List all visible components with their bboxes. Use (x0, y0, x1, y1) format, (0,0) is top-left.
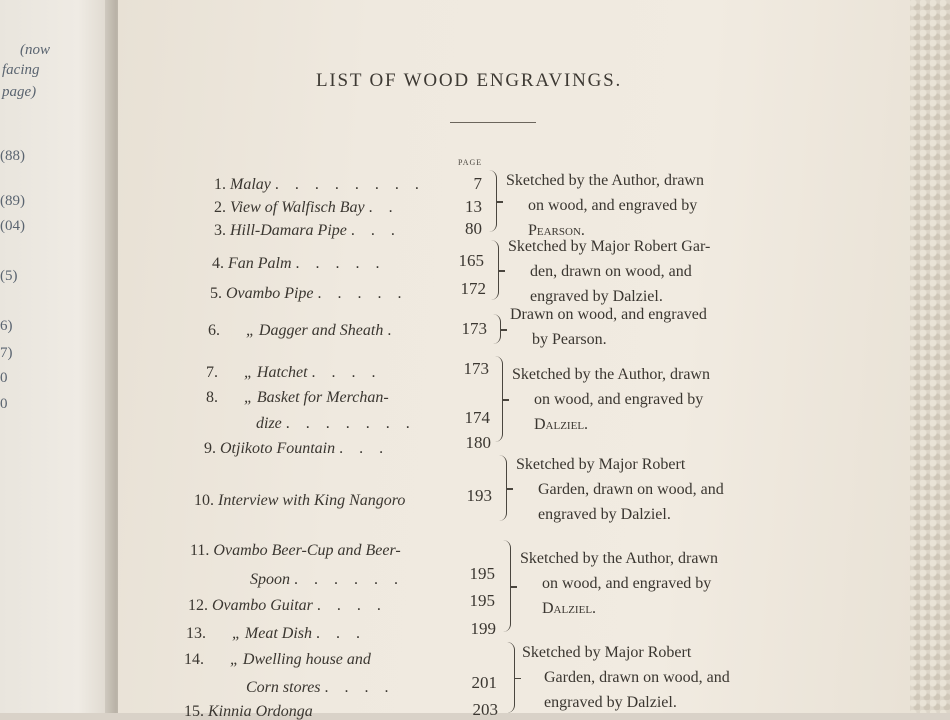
list-item (214, 200, 399, 216)
credit-line: Sketched by Major Robert (522, 644, 692, 661)
entry-page: 173 (461, 319, 487, 338)
leader-dots: . . . . (316, 597, 387, 614)
leader-dots: . . . . (324, 679, 395, 696)
list-item (188, 598, 387, 614)
entry-title: Ovambo Guitar (212, 597, 313, 614)
entry-title: View of Walfisch Bay (230, 199, 365, 216)
leader-dots: . . . . . (317, 285, 408, 302)
credit-line: Garden, drawn on wood, and (544, 669, 730, 686)
credit-line: Sketched by the Author, drawn (512, 366, 710, 383)
credit-line: Dalziel. (542, 600, 597, 617)
left-page-fragment: (89) (0, 193, 25, 209)
leader-dots: . . . (316, 625, 366, 642)
credit-line: on wood, and engraved by (534, 391, 704, 408)
entry-number: 14. (184, 651, 204, 668)
list-item (214, 223, 401, 239)
entry-page: 203 (472, 700, 498, 719)
entry-page: 174 (464, 408, 490, 427)
entry-number: 4. (212, 255, 224, 272)
credit-line: on wood, and engraved by (542, 575, 712, 592)
credit-line: Drawn on wood, and engraved (510, 306, 707, 323)
left-page-fragment: 7) (0, 345, 13, 361)
entry-title: Malay (230, 176, 271, 193)
entry-number: 10. (194, 492, 214, 509)
entry-title: „ Dagger and Sheath (246, 322, 384, 339)
list-item (212, 256, 386, 272)
entry-number: 9. (204, 440, 216, 457)
entry-number: 6. (208, 322, 220, 339)
credit-line: Sketched by the Author, drawn (506, 172, 704, 189)
entry-title: Kinnia Ordonga (208, 703, 313, 720)
left-page-fragment: (5) (0, 268, 18, 284)
grouping-brace (492, 356, 503, 442)
left-page-fragment: 6) (0, 318, 13, 334)
list-item (210, 286, 408, 302)
entry-title: Ovambo Pipe (226, 285, 314, 302)
entry-page: 180 (465, 433, 491, 452)
page-title: LIST OF WOOD ENGRAVINGS. (316, 70, 623, 91)
leader-dots: . . . . . . . (285, 415, 416, 432)
credit-line: Pearson. (528, 222, 585, 239)
entry-page: 7 (473, 174, 482, 193)
engraving-credit (510, 302, 707, 352)
credit-line: Sketched by Major Robert Gar- (508, 238, 711, 255)
entry-number: 3. (214, 222, 226, 239)
credit-line: on wood, and engraved by (528, 197, 698, 214)
left-page-fragment: (04) (0, 218, 25, 234)
entry-number: 5. (210, 285, 222, 302)
entry-number: 2. (214, 199, 226, 216)
grouping-brace (496, 455, 507, 521)
leader-dots: . . . . (311, 364, 382, 381)
previous-page (0, 0, 112, 713)
credit-line: engraved by Dalziel. (544, 694, 677, 711)
entry-number: 11. (190, 542, 210, 559)
entry-title: Otjikoto Fountain (220, 440, 336, 457)
entry-title: dize (256, 415, 282, 432)
list-item (184, 652, 371, 668)
entry-number: 1. (214, 176, 226, 193)
entry-title: „ Hatchet (244, 364, 308, 381)
entry-number: 7. (206, 364, 218, 381)
grouping-brace (504, 642, 515, 713)
list-item (246, 680, 395, 696)
list-item (208, 323, 397, 339)
credit-line: Garden, drawn on wood, and (538, 481, 724, 498)
engraving-credit (512, 362, 710, 437)
entry-title: Hill-Damara Pipe (230, 222, 347, 239)
grouping-brace (500, 540, 511, 632)
leader-dots: . . . (350, 222, 401, 239)
entry-number: 8. (206, 389, 218, 406)
entry-title: „ Dwelling house and (230, 651, 371, 668)
left-page-fragment: (88) (0, 148, 25, 164)
page-column-header: PAGE (458, 158, 483, 167)
left-page-fragment: 0 (0, 396, 8, 412)
list-item (184, 704, 313, 720)
credit-line: den, drawn on wood, and (530, 263, 692, 280)
leader-dots: . . . . . . . . (274, 176, 425, 193)
leader-dots: . . (368, 199, 399, 216)
left-page-fragment: 0 (0, 370, 8, 386)
entry-title: Spoon (250, 571, 290, 588)
entry-number: 12. (188, 597, 208, 614)
credit-line: Sketched by Major Robert (516, 456, 686, 473)
grouping-brace (486, 170, 497, 232)
entry-title: „ Basket for Merchan- (244, 389, 389, 406)
entry-title: Ovambo Beer-Cup and Beer- (213, 542, 401, 559)
title-rule (450, 122, 536, 123)
entry-page: 201 (471, 673, 497, 692)
engraving-credit (520, 546, 718, 621)
entry-page: 173 (463, 359, 489, 378)
leader-dots: . . . (339, 440, 390, 457)
entry-number: 15. (184, 703, 204, 720)
list-item (190, 543, 401, 559)
list-item (250, 572, 404, 588)
leader-dots: . . . . . (295, 255, 386, 272)
list-item (194, 493, 405, 509)
entry-page: 195 (469, 591, 495, 610)
entry-page: 13 (465, 197, 482, 216)
list-item (204, 441, 389, 457)
engraving-credit (522, 640, 730, 715)
entry-title: Fan Palm (228, 255, 292, 272)
list-item (206, 390, 389, 406)
list-item (214, 177, 425, 193)
left-page-fragment: (now (20, 42, 50, 58)
credit-line: engraved by Dalziel. (538, 506, 671, 523)
credit-line: Dalziel. (534, 416, 589, 433)
entry-page: 199 (470, 619, 496, 638)
entry-page: 80 (465, 219, 482, 238)
list-item (186, 626, 366, 642)
entry-title: Interview with King Nangoro (218, 492, 406, 509)
grouping-brace (490, 314, 501, 344)
entry-page: 172 (460, 279, 486, 298)
left-page-fragment: facing (2, 62, 40, 78)
entry-title: „ Meat Dish (232, 625, 312, 642)
engraving-credit (508, 234, 710, 309)
credit-line: Sketched by the Author, drawn (520, 550, 718, 567)
list-item (256, 416, 416, 432)
credit-line: engraved by Dalziel. (530, 288, 663, 305)
engraving-credit (506, 168, 704, 243)
entry-page: 193 (466, 486, 492, 505)
leader-dots: . . . . . . (294, 571, 404, 588)
entry-page: 165 (458, 251, 484, 270)
entry-title: Corn stores (246, 679, 321, 696)
engraving-credit (516, 452, 724, 527)
entry-number: 13. (186, 625, 206, 642)
left-page-fragment: page) (2, 84, 37, 100)
credit-line: by Pearson. (532, 331, 607, 348)
entry-page: 195 (469, 564, 495, 583)
leader-dots: . (387, 322, 398, 339)
list-item (206, 365, 382, 381)
grouping-brace (488, 240, 499, 300)
